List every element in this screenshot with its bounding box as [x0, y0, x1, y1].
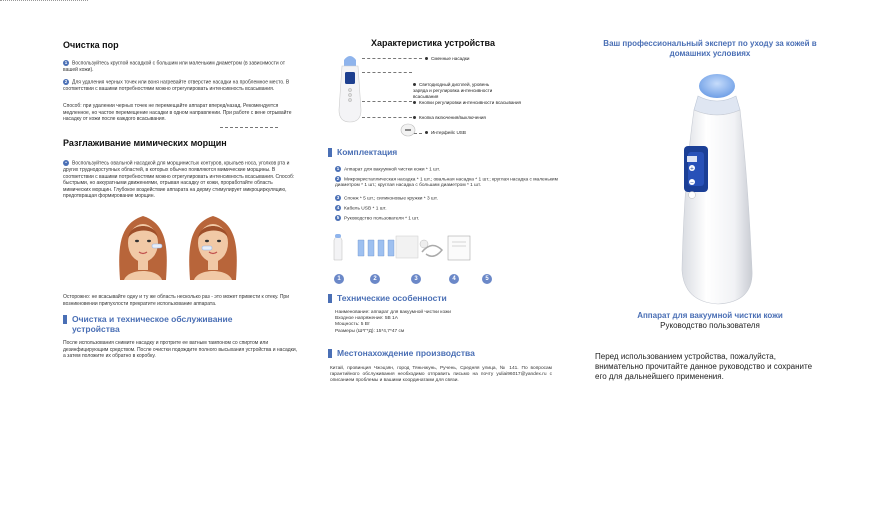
- section-bar: [328, 349, 332, 358]
- section-bar: [63, 315, 67, 324]
- pore-title: Очистка пор: [63, 40, 119, 50]
- device-small-illustration: [335, 50, 365, 124]
- kit-title: Комплектация: [328, 147, 397, 157]
- callout-display: Светодиодный дисплей, уровень заряда и регулировка интенсивности всасывания: [413, 82, 493, 99]
- callout-power-button: Кнопка включения/выключения: [413, 115, 533, 121]
- callout-line: [362, 101, 412, 102]
- wrinkle-text: • Воспользуйтесь овальной насадкой для морщинистых контуров, крыльев носа, уголков рта и других труднодоступных областей, в которых обычно появляются мимические морщины. В соответствии с вашими потребностями можно отрегулировать интенсивность всасывания. Способ: быстрыми, но аккуратными движениями, отрывая насадку от кожи, проработайте область мимических морщин. Глубокое воздействие аппарата на дерму стимулирует микроциркуляцию, предотвращая формирование морщин.: [63, 160, 295, 200]
- accessories-photo: [330, 230, 490, 264]
- callout-intensity-buttons: Кнопки регулировки интенсивности всасывания: [413, 100, 531, 106]
- kit-item-2: 2 Микрокристаллическая насадка * 1 шт.; овальная насадка * 1 шт.; круглая насадка с маленьким диаметром * 1 шт.; круглая насадка с большим диаметром * 1 шт.: [335, 176, 558, 189]
- warning-text: Осторожно: не всасывайте одну и ту же область несколько раз - это может привести к отеку. При возникновении припухлости прекратите использование аппарата.: [63, 294, 289, 307]
- callout-line: [362, 58, 422, 59]
- section-bar: [328, 294, 332, 303]
- pore-item-2: 2 Для удаления черных точек или воня нагревайте отверстие насадки на проблемное место. В соответствии с вашими потребностями можно отрегулировать интенсивность всасывания.: [63, 79, 290, 92]
- tech-title: Технические особенности: [328, 293, 447, 303]
- callout-usb: Интерфейс USB: [425, 130, 525, 136]
- number-badge: 2: [64, 79, 68, 84]
- pore-item-1: 1 Воспользуйтесь круглой насадкой с большим или маленьким диаметром (в зависимости от вашей кожи).: [63, 60, 286, 73]
- callout-nozzles: Сменные насадки: [425, 56, 545, 62]
- callout-line: [362, 72, 412, 73]
- info-badge: •: [63, 160, 69, 166]
- accessory-number: 2: [370, 274, 380, 284]
- accessory-number: 3: [411, 274, 421, 284]
- right-headline: Ваш профессиональный эксперт по уходу за кожей в домашних условиях: [603, 39, 817, 58]
- intro-text: Перед использованием устройства, пожалуйста, внимательно прочитайте данное руководство и сохраните его для дальнейшего применения.: [595, 352, 813, 381]
- svg-text:+: +: [689, 166, 695, 172]
- maintenance-title: Очистка и техническое обслуживание устройства: [63, 314, 233, 334]
- spec-title: Характеристика устройства: [371, 38, 495, 48]
- accessory-number: 4: [449, 274, 459, 284]
- accessory-number: 1: [334, 274, 344, 284]
- divider: [220, 127, 278, 128]
- callout-line: [414, 133, 422, 134]
- tech-specs: Наименование: аппарат для вакуумной чистки кожи Входное напряжение: 5В 1А Мощность: 5 Вт Размеры (Ш*Г*Д): 15*4,7*47 см: [335, 310, 451, 334]
- manual-label: Руководство пользователя: [660, 321, 760, 330]
- callout-line: [362, 117, 412, 118]
- kit-item-1: 1 Аппарат для вакуумной чистки кожи * 1 шт.: [336, 166, 440, 173]
- face-illustration-oval: [112, 210, 174, 280]
- section-bar: [328, 148, 332, 157]
- kit-item-5: 5 Руководство пользователя * 1 шт.: [336, 215, 420, 222]
- kit-item-4: 4 Кабель USB * 1 шт.: [336, 205, 387, 212]
- device-large-illustration: [662, 70, 762, 306]
- pore-note: Способ: при удалении черных точек не перемещайте аппарат вперед/назад. Рекомендуется медленное, но частое перемещение насадки в одном направлении. При работе с вене отрывайте насадку от кожи после каждого всасывания.: [63, 103, 292, 123]
- top-corner-mark: [0, 0, 88, 1]
- kit-item-3: 3 Спонж * 5 шт.; силиконовые кружки * 3 шт.: [336, 195, 438, 202]
- usb-port-illustration: [400, 122, 416, 138]
- maintenance-text: После использования снимите насадку и протрите ее ватным тампоном со спиртом или дезинфицирующим средством. После очистки подождите полного высыхания устройства и насадки, а затем положите их обратно в коробку.: [63, 340, 298, 360]
- number-badge: 1: [64, 60, 68, 65]
- location-text: Китай, провинция Чжэцзян, город Тяньчжунь, Ручень, Средняя улица, № 141. По вопросам гарантийного обслуживания необходимо отправить письмо на почту yuliai96017@yandex.ru с описанием проблемы и вашими координатами для связи.: [330, 366, 552, 384]
- face-illustration-round: [182, 210, 244, 280]
- svg-text:−: −: [689, 180, 695, 186]
- wrinkle-title: Разглаживание мимических морщин: [63, 138, 227, 148]
- product-name: Аппарат для вакуумной чистки кожи: [637, 311, 783, 320]
- location-title: Местонахождение производства: [328, 348, 475, 358]
- accessory-number: 5: [482, 274, 492, 284]
